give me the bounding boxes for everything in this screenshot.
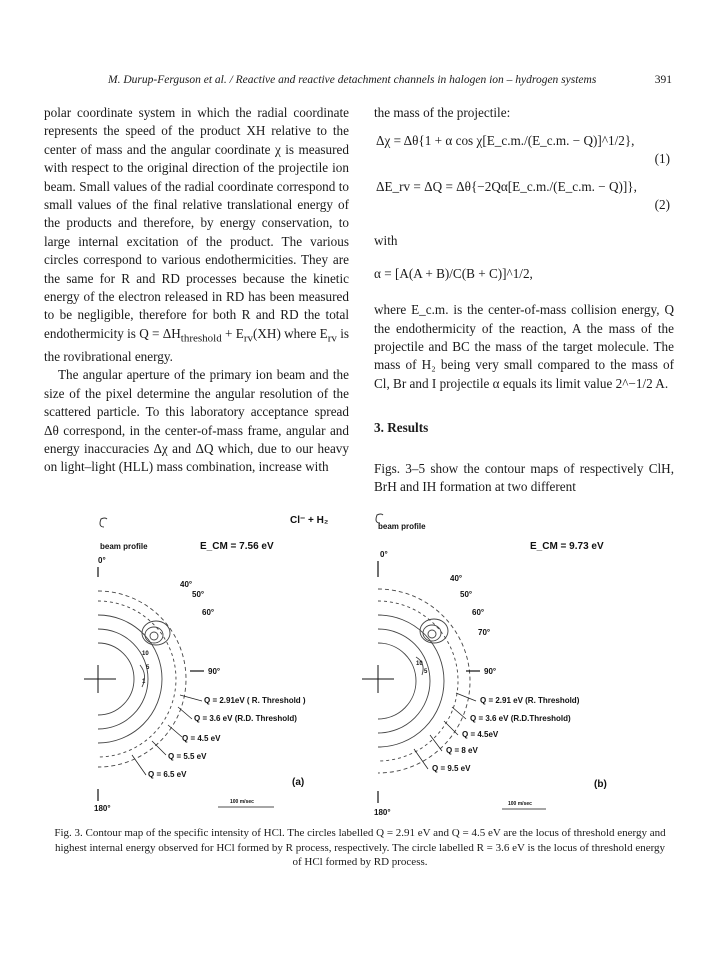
scale-label: 100 m/sec bbox=[508, 801, 532, 807]
section-heading: 3. Results bbox=[374, 420, 429, 436]
running-header: M. Durup-Ferguson et al. / Reactive and reactive detachment channels in halogen ion – hydrogen systems bbox=[108, 74, 597, 86]
contour-5-label: 5 bbox=[424, 669, 428, 675]
q-label-b-3: Q = 4.5eV bbox=[462, 730, 499, 739]
contour-5-label: 5 bbox=[146, 665, 150, 671]
beam-profile-label: beam profile bbox=[378, 522, 426, 531]
equation-1: Δχ = Δθ{1 + α cos χ[E_c.m./(E_c.m. − Q)]^1/2}, (1) bbox=[376, 133, 670, 167]
q-label-a-5: Q = 6.5 eV bbox=[148, 770, 187, 779]
q-label-a-1: Q = 2.91eV ( R. Threshold ) bbox=[204, 696, 306, 705]
paragraph-1: polar coordinate system in which the radial coordinate represents the speed of the product XH relative to the center of mass and the angular coordinate χ is measured with respect to the original direction of the projectile ion beam. Small values of the radial coordinate correspond to small values of the final relative translational energy of the products and therefore, by energy conservation, to large internal excitation of the product. The various circles correspond to various endothermicities. They are the same for R and RD processes because the kinetic energy of the electron released in RD has been measured to be negligible, therefore for both R and RD the total endothermicity is $Q = \Delta H_{threshold} + E_{rv}(XH)$ where $E_{rv}$ is the rovibrational energy. bbox=[44, 105, 349, 364]
panel-a bbox=[84, 518, 306, 813]
angle-50-label: 50° bbox=[460, 590, 473, 599]
angle-180-label: 180° bbox=[374, 808, 391, 817]
angle-0-label: 0° bbox=[380, 550, 388, 559]
beam-profile-label: beam profile bbox=[100, 542, 148, 551]
figure-caption: Fig. 3. Contour map of the specific intensity of HCl. The circles labelled Q = 2.91 eV and Q = 4.5 eV are the locus of threshold energy and highest internal energy observed for HCl formed by R process, respectively. The circle labelled R = 3.6 eV is the locus of threshold energy of HCl formed by RD process. bbox=[54, 827, 666, 868]
paragraph-2: The angular aperture of the primary ion beam and the size of the pixel determine the angular resolution of the scattered particle. To this laboratory acceptance spread Δθ correspond, in the center-of-mass frame, angular and energy inaccuracies Δχ and ΔQ which, due to our heavy on light–light (HLL) mass combination, increase with bbox=[44, 367, 349, 475]
contour-10-label: 10 bbox=[142, 651, 149, 657]
angle-70-label: 70° bbox=[478, 628, 491, 637]
angle-60-label: 60° bbox=[202, 608, 215, 617]
panel-b bbox=[362, 514, 607, 817]
page-number: 391 bbox=[654, 74, 672, 86]
q-label-a-2: Q = 3.6 eV (R.D. Threshold) bbox=[194, 714, 297, 723]
equation-2: ΔE_rv = ΔQ = Δθ{−2Qα[E_c.m./(E_c.m. − Q)]}, (2) bbox=[376, 179, 670, 213]
equation-3: α = [A(A + B)/C(B + C)]^1/2, bbox=[374, 265, 533, 281]
ecm-label: E_CM = 7.56 eV bbox=[200, 541, 274, 552]
panel-b-tag: (b) bbox=[594, 779, 607, 790]
q-label-b-4: Q = 8 eV bbox=[446, 746, 478, 755]
q-label-b-5: Q = 9.5 eV bbox=[432, 764, 471, 773]
angle-60-label: 60° bbox=[472, 608, 485, 617]
angle-40-label: 40° bbox=[450, 574, 463, 583]
q-label-b-1: Q = 2.91 eV (R. Threshold) bbox=[480, 696, 580, 705]
q-label-a-3: Q = 4.5 eV bbox=[182, 734, 221, 743]
with-text: with bbox=[374, 233, 398, 249]
angle-90-label: 90° bbox=[484, 667, 497, 676]
angle-180-label: 180° bbox=[94, 804, 111, 813]
angle-50-label: 50° bbox=[192, 590, 205, 599]
q-label-b-2: Q = 3.6 eV (R.D.Threshold) bbox=[470, 714, 571, 723]
paragraph-3: where E_c.m. is the center-of-mass collision energy, Q the endothermicity of the reaction, A the mass of the projectile and BC the mass of the target molecule. The mass of H₂ being very small compared to the mass of Cl, Br and I projectile α equals its limit value 2^−1/2 A. bbox=[374, 302, 674, 391]
angle-90-label: 90° bbox=[208, 667, 221, 676]
contour-1-label: 1 bbox=[142, 679, 146, 685]
ecm-label: E_CM = 9.73 eV bbox=[530, 541, 604, 552]
paragraph-intro: the mass of the projectile: bbox=[374, 105, 511, 120]
q-label-a-4: Q = 5.5 eV bbox=[168, 752, 207, 761]
contour-figure bbox=[82, 505, 682, 825]
reaction-label: Cl⁻ + H₂ bbox=[290, 515, 329, 526]
paragraph-4: Figs. 3–5 show the contour maps of respectively ClH, BrH and IH formation at two different bbox=[374, 460, 674, 495]
panel-a-tag: (a) bbox=[292, 777, 305, 788]
scale-label: 100 m/sec bbox=[230, 799, 254, 805]
left-column bbox=[44, 104, 349, 477]
right-column bbox=[374, 104, 674, 496]
contour-10-label: 10 bbox=[416, 661, 423, 667]
angle-40-label: 40° bbox=[180, 580, 193, 589]
angle-0-label: 0° bbox=[98, 556, 106, 565]
